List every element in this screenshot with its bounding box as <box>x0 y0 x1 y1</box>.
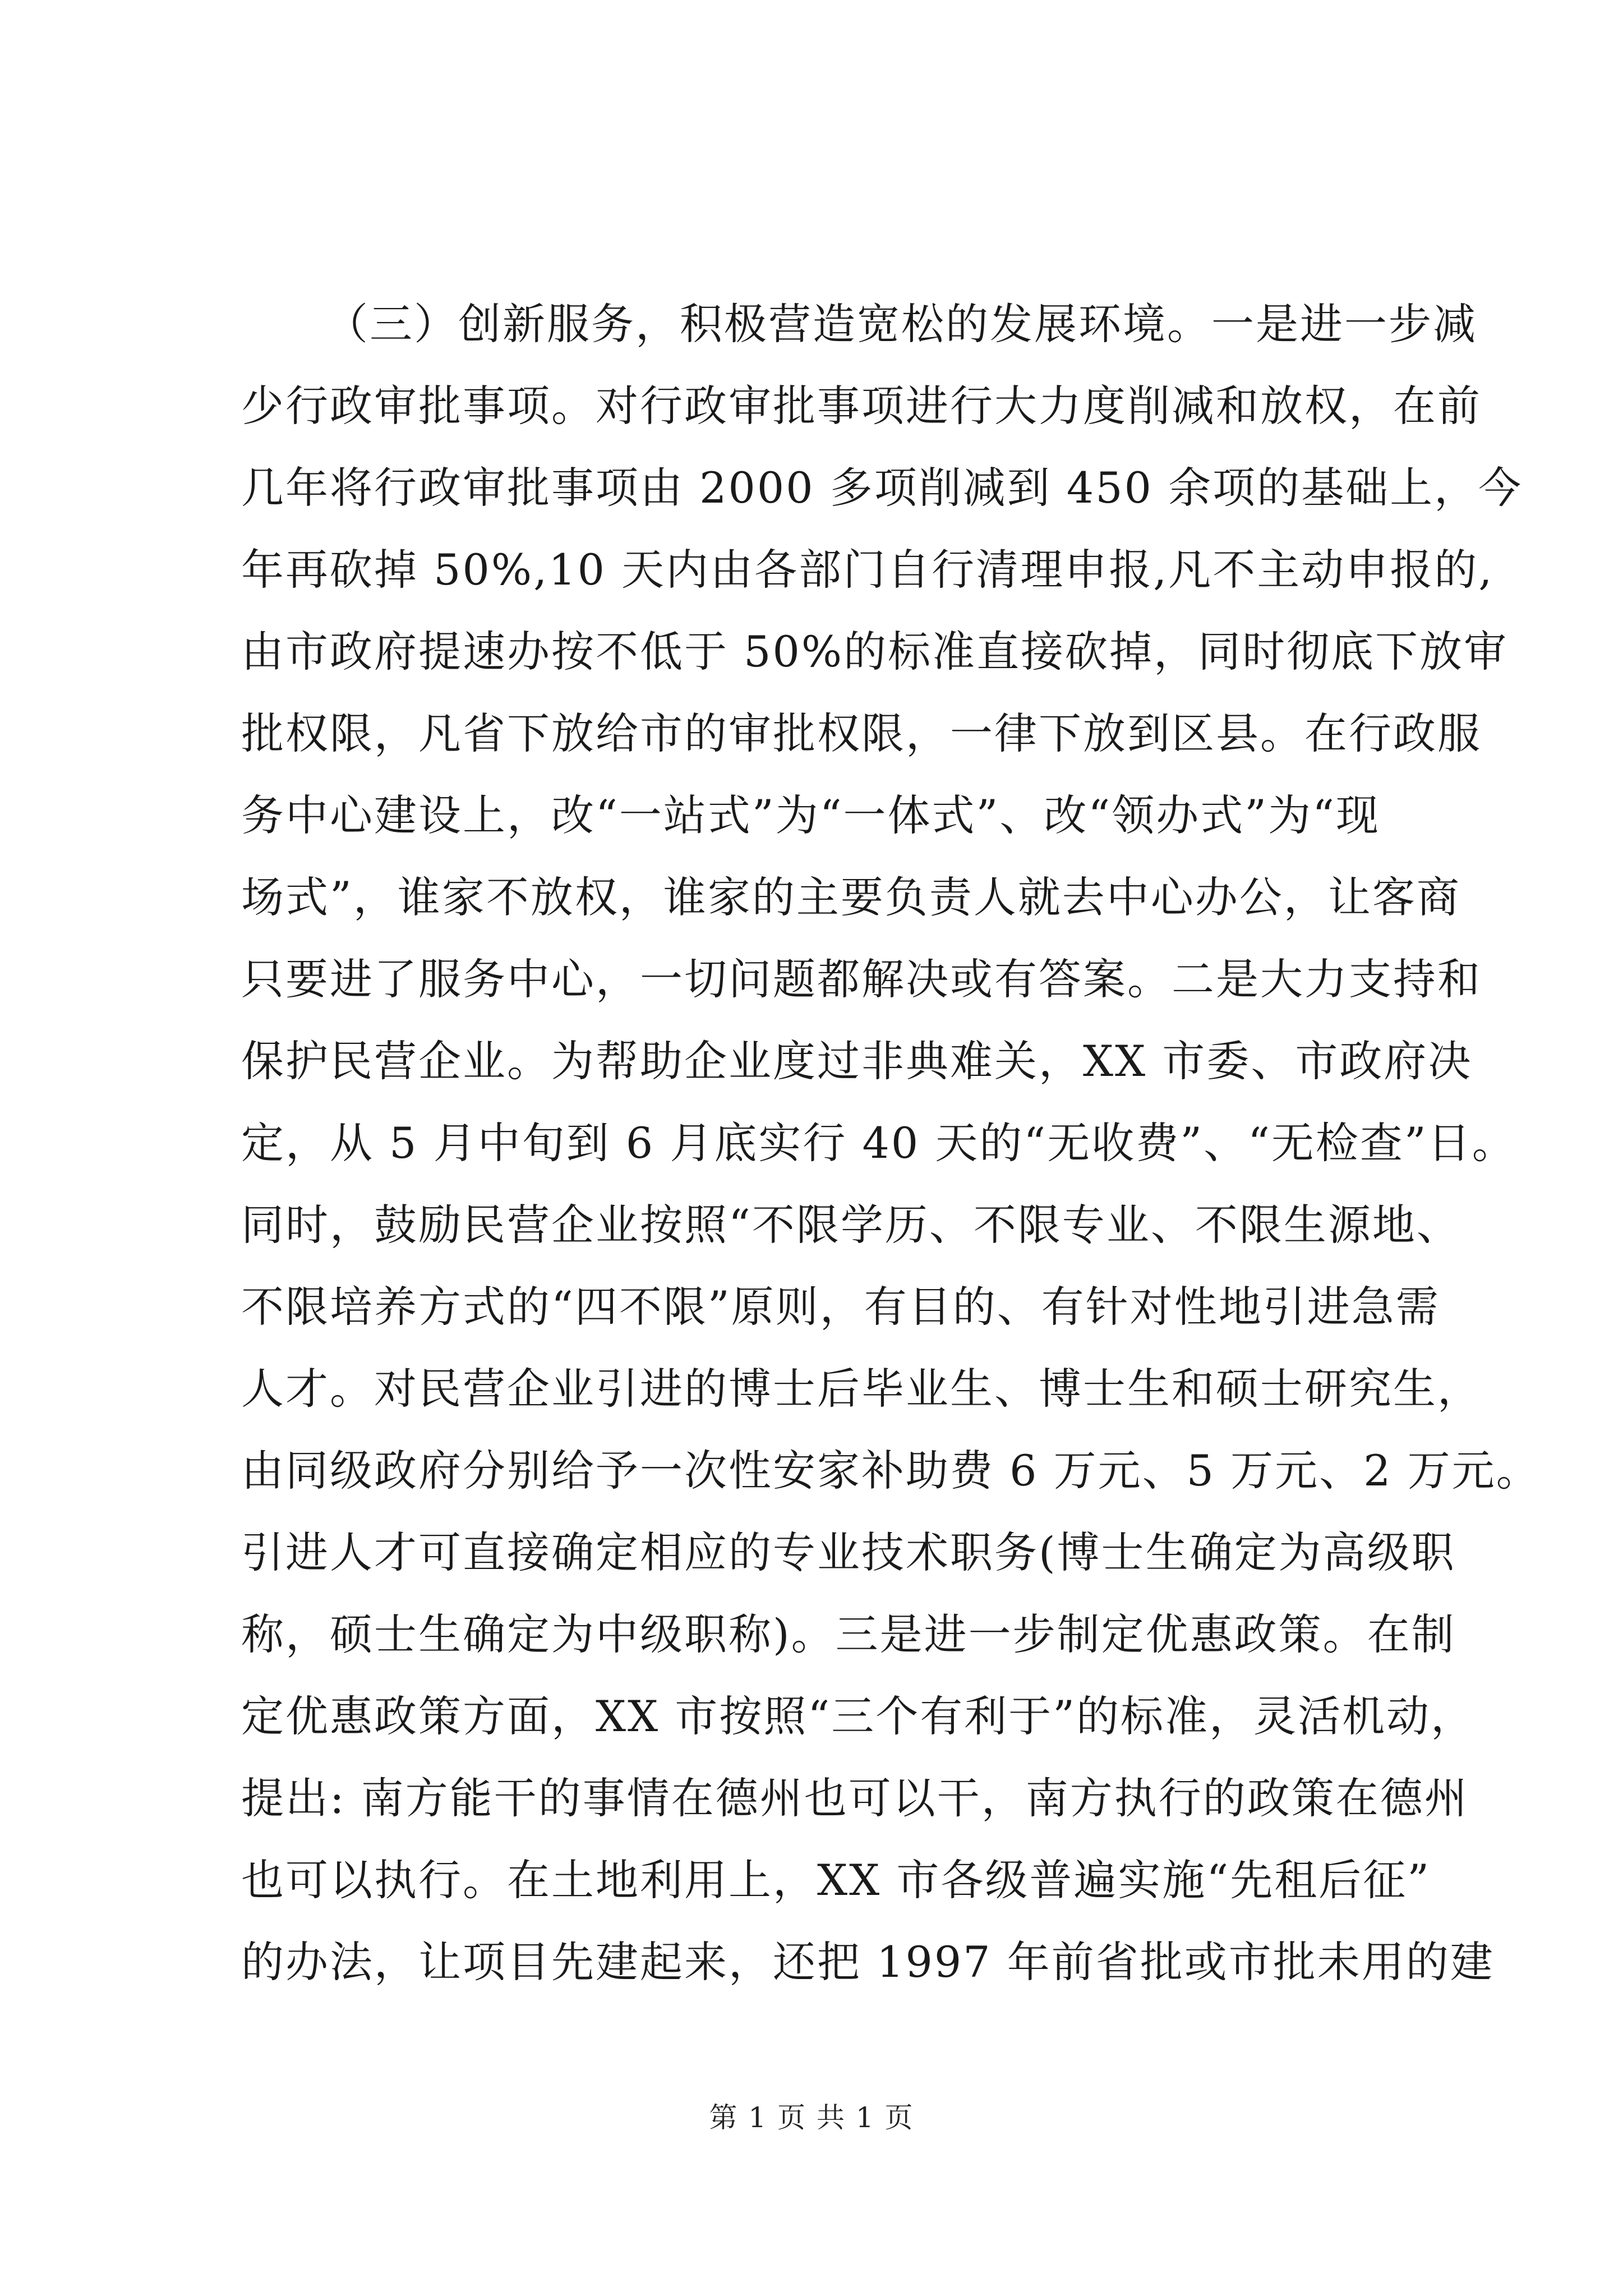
paragraph-line: 定，从 5 月中旬到 6 月底实行 40 天的“无收费”、“无检查”日。 <box>241 1118 1516 1168</box>
paragraph-line: 由市政府提速办按不低于 50%的标准直接砍掉，同时彻底下放审 <box>241 627 1509 677</box>
paragraph-line: 年再砍掉 50%,10 天内由各部门自行清理申报,凡不主动申报的, <box>241 545 1494 595</box>
paragraph-line: 也可以执行。在土地利用上，XX 市各级普遍实施“先租后征” <box>241 1855 1431 1905</box>
paragraph-line: 保护民营企业。为帮助企业度过非典难关，XX 市委、市政府决 <box>241 1036 1473 1086</box>
paragraph-line: 人才。对民营企业引进的博士后毕业生、博士生和硕士研究生， <box>241 1364 1482 1414</box>
paragraph-line: 提出: 南方能干的事情在德州也可以干，南方执行的政策在德州 <box>241 1773 1469 1823</box>
paragraph-line: （三）创新服务，积极营造宽松的发展环境。一是进一步减 <box>325 299 1477 349</box>
paragraph-line: 少行政审批事项。对行政审批事项进行大力度削减和放权，在前 <box>241 381 1482 431</box>
page-footer: 第 1 页 共 1 页 <box>709 2101 914 2134</box>
paragraph-line: 只要进了服务中心，一切问题都解决或有答案。二是大力支持和 <box>241 954 1482 1004</box>
paragraph-line: 称，硕士生确定为中级职称)。三是进一步制定优惠政策。在制 <box>241 1609 1456 1659</box>
paragraph-line: 引进人才可直接确定相应的专业技术职务(博士生确定为高级职 <box>241 1527 1456 1577</box>
paragraph-line: 批权限，凡省下放给市的审批权限，一律下放到区县。在行政服 <box>241 708 1482 758</box>
paragraph-line: 同时，鼓励民营企业按照“不限学历、不限专业、不限生源地、 <box>241 1200 1461 1250</box>
paragraph-line: 定优惠政策方面，XX 市按照“三个有利于”的标准，灵活机动， <box>241 1691 1476 1741</box>
paragraph-line: 务中心建设上，改“一站式”为“一体式”、改“领办式”为“现 <box>241 790 1380 840</box>
paragraph-line: 由同级政府分别给予一次性安家补助费 6 万元、5 万元、2 万元。 <box>241 1446 1541 1496</box>
paragraph-line: 不限培养方式的“四不限”原则，有目的、有针对性地引进急需 <box>241 1282 1440 1332</box>
paragraph-line: 的办法，让项目先建起来，还把 1997 年前省批或市批未用的建 <box>241 1937 1495 1987</box>
document-body <box>241 283 1541 2003</box>
paragraph-line: 几年将行政审批事项由 2000 多项削减到 450 余项的基础上，今 <box>241 463 1523 513</box>
paragraph-line: 场式”，谁家不放权，谁家的主要负责人就去中心办公，让客商 <box>241 872 1461 922</box>
